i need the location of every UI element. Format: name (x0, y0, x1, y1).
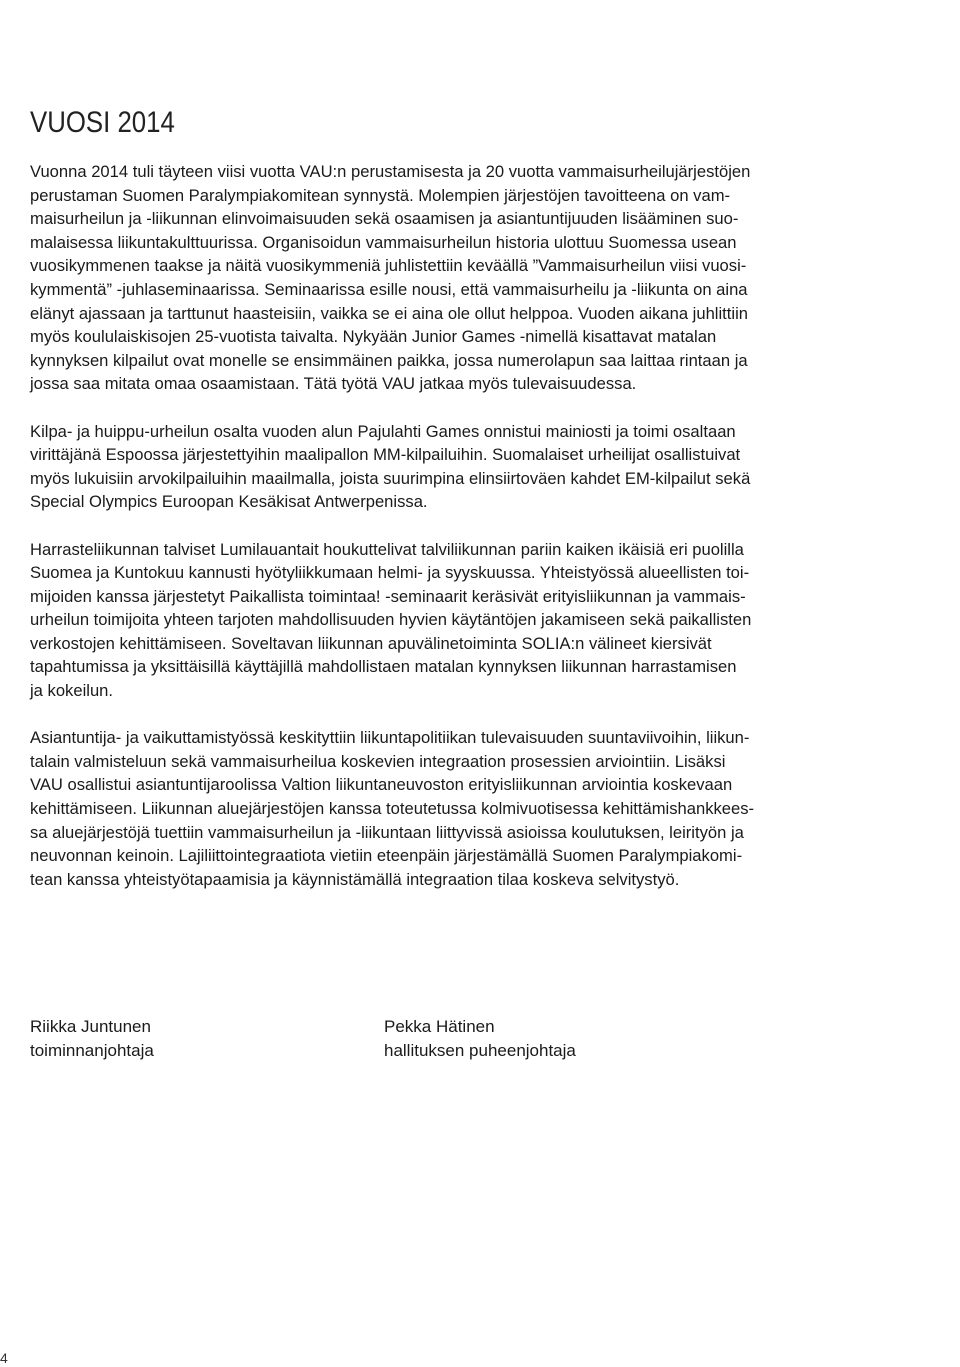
body-text (30, 160, 892, 915)
text-line: tean kanssa yhteistyötapaamisia ja käynnistämällä integraation tilaa koskeva selvitystyö. (30, 869, 680, 889)
text-line: kynnyksen kilpailut ovat monelle se ensimmäinen paikka, jossa numerolapun saa laittaa rintaan ja (30, 350, 748, 370)
text-line: vuosikymmenen taakse ja näitä vuosikymmeniä juhlistettiin keväällä ”Vammaisurheilun viisi vuosi- (30, 256, 747, 276)
text-line: mijoiden kanssa järjestetyt Paikallista toimintaa! -seminaarit keräsivät erityisliikunnan ja vammais- (30, 586, 746, 606)
signer-role: hallituksen puheenjohtaja (384, 1041, 576, 1060)
text-line: talain valmisteluun sekä vammaisurheilua koskevien integraation prosessien arviointiin. Lisäksi (30, 751, 726, 771)
paragraph-3 (30, 538, 892, 703)
paragraph-4 (30, 726, 892, 891)
text-line: Vuonna 2014 tuli täyteen viisi vuotta VAU:n perustamisesta ja 20 vuotta vammaisurheilujärjestöjen (30, 162, 751, 181)
text-line: kymmentä” -juhlaseminaarissa. Seminaarissa esille nousi, että vammaisurheilu ja -liikunta on aina (30, 279, 748, 299)
text-line: tapahtumissa ja yksittäisillä käyttäjillä mahdollistaen matalan kynnyksen liikunnan harrastamisen (30, 657, 737, 677)
text-line: kehittämiseen. Liikunnan aluejärjestöjen kanssa toteutetussa kolmivuotisessa kehittämishankkees- (30, 799, 755, 819)
text-line: Suomea ja Kuntokuu kannusti hyötyliikkumaan helmi- ja syyskuussa. Yhteistyössä alueellisten toi- (30, 563, 750, 583)
text-line: myös lukuisiin arvokilpailuihin maailmalla, joista suurimpina elinsiirtoväen kahdet EM-kilpailut sekä (30, 468, 751, 488)
text-line: Asiantuntija- ja vaikuttamistyössä keskityttiin liikuntapolitiikan tulevaisuuden suuntaviivoihin, liikun- (30, 728, 750, 748)
text-line: jossa saa mitata omaa osaamistaan. Tätä työtä VAU jatkaa myös tulevaisuudessa. (30, 374, 637, 394)
text-line: neuvonnan keinoin. Lajiliittointegraatiota vietiin eteenpäin järjestämällä Suomen Paralympiakomi- (30, 846, 743, 866)
text-line: malaisessa liikuntakulttuurissa. Organisoidun vammaisurheilun historia ulottuu Suomessa usean (30, 232, 737, 252)
paragraph-2 (30, 420, 892, 514)
text-line: virittäjänä Espoossa järjestettyihin maalipallon MM-kilpailuihin. Suomalaiset urheilijat osallistuivat (30, 445, 741, 465)
text-line: elänyt ajassaan ja tarttunut haasteisiin, vaikka se ei aina ole ollut helppoa. Vuoden aikana juhlittiin (30, 303, 748, 323)
text-line: Special Olympics Euroopan Kesäkisat Antwerpenissa. (30, 492, 428, 512)
page-title: VUOSI 2014 (30, 106, 175, 140)
signature-right (384, 1015, 576, 1063)
signer-role: toiminnanjohtaja (30, 1041, 154, 1060)
signer-name: Pekka Hätinen (384, 1017, 495, 1036)
text-line: perustaman Suomen Paralympiakomitean synnystä. Molempien järjestöjen tavoitteena on vam- (30, 185, 731, 205)
signer-name: Riikka Juntunen (30, 1017, 151, 1036)
text-line: verkostojen kehittämiseen. Soveltavan liikunnan apuvälinetoiminta SOLIA:n välineet kiersivät (30, 633, 712, 653)
paragraph-1 (30, 160, 892, 396)
text-line: VAU osallistui asiantuntijaroolissa Valtion liikuntaneuvoston erityisliikunnan arviointia koskevaan (30, 775, 733, 795)
text-line: maisurheilun ja -liikunnan elinvoimaisuuden sekä osaamisen ja asiantuntijuuden lisääminen suo- (30, 209, 739, 229)
text-line: sa aluejärjestöjä tuettiin vammaisurheilun ja -liikuntaan liittyvissä asioissa koulutuksen, leirityön ja (30, 822, 744, 842)
text-line: Harrasteliikunnan talviset Lumilauantait houkuttelivat talviliikunnan pariin kaiken ikäisiä eri puolilla (30, 539, 744, 559)
page-number: 4 (0, 1350, 8, 1366)
text-line: ja kokeilun. (30, 681, 114, 701)
text-line: myös koululaiskisojen 25-vuotista taivalta. Nykyään Junior Games -nimellä kisattavat matalan (30, 327, 717, 347)
signature-left (30, 1015, 154, 1063)
text-line: Kilpa- ja huippu-urheilun osalta vuoden alun Pajulahti Games onnistui mainiosti ja toimi osaltaan (30, 421, 736, 441)
text-line: urheilun toimijoita yhteen tarjoten mahdollisuuden hyvien käytäntöjen jakamiseen sekä paikallisten (30, 610, 752, 630)
